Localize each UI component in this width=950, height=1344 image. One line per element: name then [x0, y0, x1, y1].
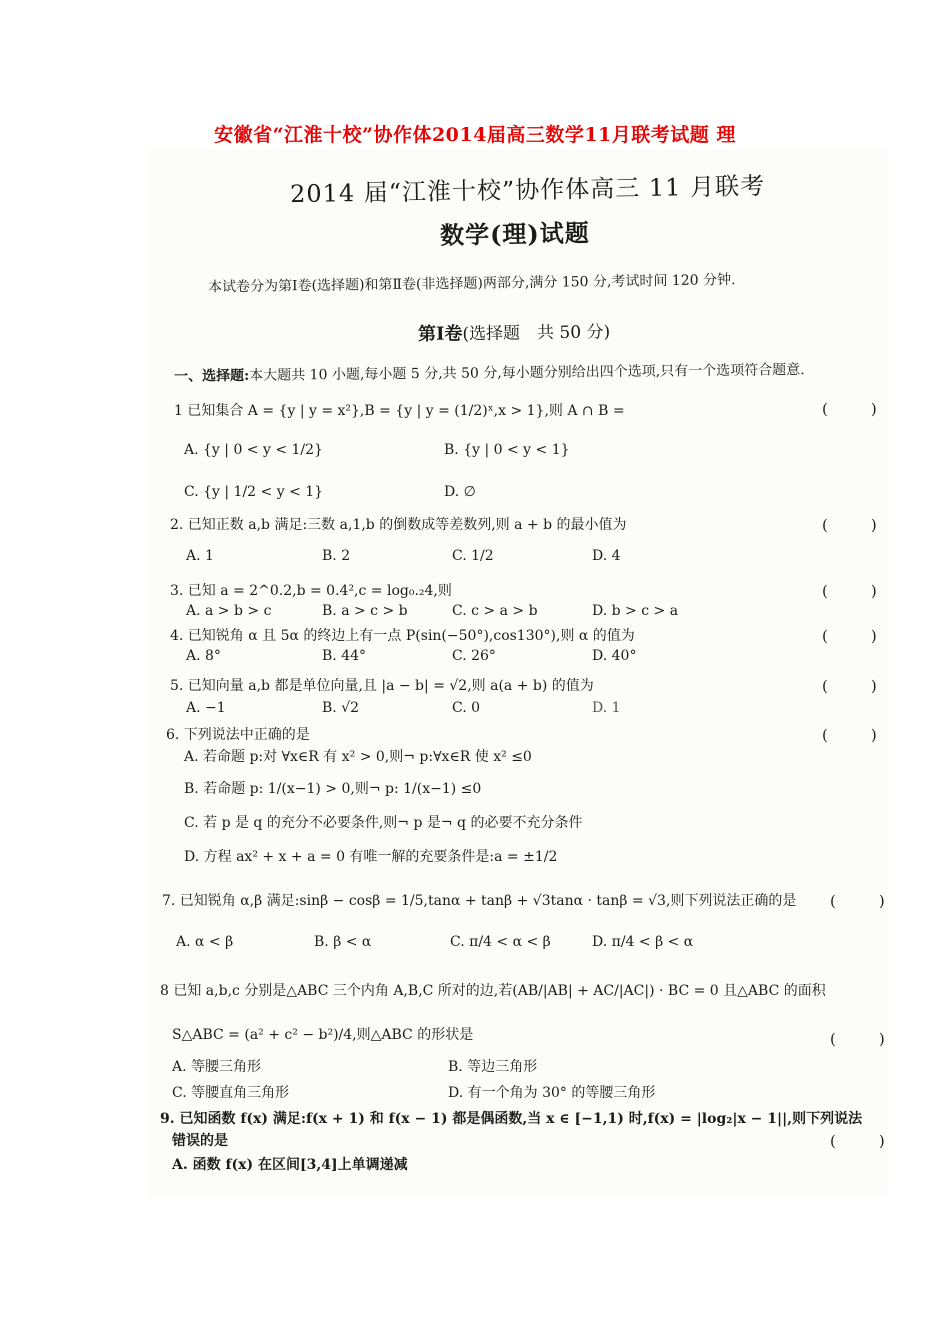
section-lead: 一、选择题:	[173, 367, 250, 385]
question-5-option-a: A. −1	[186, 700, 226, 716]
question-2-answer-paren: ( )	[822, 516, 891, 534]
question-3-answer-paren: ( )	[822, 582, 891, 600]
question-6-option-b: B. 若命题 p: 1/(x−1) > 0,则¬ p: 1/(x−1) ≤0	[184, 781, 482, 797]
question-2-option-c: C. 1/2	[452, 548, 494, 564]
exam-title: 2014 届“江淮十校”协作体高三 11 月联考	[289, 171, 766, 209]
question-9-stem-continued: 错误的是	[172, 1133, 228, 1149]
question-8-option-a: A. 等腰三角形	[172, 1059, 262, 1075]
question-5-option-d: D. 1	[592, 700, 621, 716]
part-title-sub: (选择题 共 50 分)	[462, 322, 611, 345]
question-9-answer-paren: ( )	[830, 1132, 899, 1150]
question-7-stem: 7. 已知锐角 α,β 满足:sinβ − cosβ = 1/5,tanα + tanβ + √3tanα · tanβ = √3,则下列说法正确的是	[162, 893, 797, 909]
question-8-stem-continued: S△ABC = (a² + c² − b²)/4,则△ABC 的形状是	[172, 1027, 474, 1043]
question-3-option-b: B. a > c > b	[322, 603, 408, 619]
question-1-option-d: D. ∅	[444, 484, 476, 500]
question-2-option-d: D. 4	[592, 548, 621, 564]
question-8-option-c: C. 等腰直角三角形	[172, 1085, 290, 1101]
question-2-option-b: B. 2	[322, 548, 351, 564]
question-7-option-b: B. β < α	[314, 934, 372, 950]
question-1-answer-paren: ( )	[822, 400, 891, 418]
question-4-option-a: A. 8°	[186, 648, 221, 664]
question-4-option-d: D. 40°	[592, 648, 637, 664]
question-6-stem: 6. 下列说法中正确的是	[166, 727, 310, 743]
document-title: 安徽省“江淮十校”协作体2014届高三数学11月联考试题 理	[214, 124, 736, 146]
question-1-stem: 1 已知集合 A = {y | y = x²},B = {y | y = (1/2)ˣ,x > 1},则 A ∩ B =	[174, 403, 625, 419]
question-7-option-c: C. π/4 < α < β	[450, 934, 551, 950]
question-4-option-b: B. 44°	[322, 648, 367, 664]
question-6-option-c: C. 若 p 是 q 的充分不必要条件,则¬ p 是¬ q 的必要不充分条件	[184, 815, 583, 831]
question-1-option-b: B. {y | 0 < y < 1}	[444, 442, 570, 458]
question-5-option-c: C. 0	[452, 700, 481, 716]
question-7-option-a: A. α < β	[176, 934, 234, 950]
question-5-stem: 5. 已知向量 a,b 都是单位向量,且 |a − b| = √2,则 a(a + b) 的值为	[170, 678, 594, 694]
question-4-option-c: C. 26°	[452, 648, 496, 664]
question-3-stem: 3. 已知 a = 2^0.2,b = 0.4²,c = log₀.₂4,则	[170, 583, 452, 599]
question-1-option-a: A. {y | 0 < y < 1/2}	[184, 442, 323, 458]
question-1-option-c: C. {y | 1/2 < y < 1}	[184, 484, 324, 500]
question-3-option-d: D. b > c > a	[592, 603, 679, 619]
subject-title: 数学(理)试题	[439, 218, 590, 250]
part-title	[418, 316, 698, 346]
question-2-option-a: A. 1	[186, 548, 214, 564]
question-8-stem: 8 已知 a,b,c 分别是△ABC 三个内角 A,B,C 所对的边,若(AB/|AB| + AC/|AC|) · BC = 0 且△ABC 的面积	[160, 983, 826, 999]
question-6-option-a: A. 若命题 p:对 ∀x∈R 有 x² > 0,则¬ p:∀x∈R 使 x² ≤0	[184, 749, 532, 765]
question-9-stem: 9. 已知函数 f(x) 满足:f(x + 1) 和 f(x − 1) 都是偶函数,当 x ∈ [−1,1) 时,f(x) = |log₂|x − 1||,则下列说法	[160, 1111, 863, 1127]
question-5-answer-paren: ( )	[822, 677, 891, 695]
question-3-option-c: C. c > a > b	[452, 603, 538, 619]
question-4-stem: 4. 已知锐角 α 且 5α 的终边上有一点 P(sin(−50°),cos130°),则 α 的值为	[170, 628, 635, 644]
question-6-answer-paren: ( )	[822, 726, 891, 744]
question-2-stem: 2. 已知正数 a,b 满足:三数 a,1,b 的倒数成等差数列,则 a + b 的最小值为	[170, 517, 627, 533]
question-6-option-d: D. 方程 ax² + x + a = 0 有唯一解的充要条件是:a = ±1/2	[184, 849, 558, 865]
question-5-option-b: B. √2	[322, 700, 360, 716]
exam-intro: 本试卷分为第Ⅰ卷(选择题)和第Ⅱ卷(非选择题)两部分,满分 150 分,考试时间 120 分钟.	[207, 272, 736, 296]
question-7-option-d: D. π/4 < β < α	[592, 934, 694, 950]
question-4-answer-paren: ( )	[822, 627, 891, 645]
question-8-answer-paren: ( )	[830, 1030, 899, 1048]
question-7-answer-paren: ( )	[830, 892, 899, 910]
question-8-option-b: B. 等边三角形	[448, 1059, 538, 1075]
part-title-main: 第Ⅰ卷	[417, 323, 463, 345]
section-text: 本大题共 10 小题,每小题 5 分,共 50 分,每小题分别给出四个选项,只有一个选项符合题意.	[249, 362, 805, 384]
question-8-option-d: D. 有一个角为 30° 的等腰三角形	[448, 1085, 656, 1101]
question-9-option-a: A. 函数 f(x) 在区间[3,4]上单调递减	[172, 1157, 408, 1173]
question-3-option-a: A. a > b > c	[186, 603, 272, 619]
